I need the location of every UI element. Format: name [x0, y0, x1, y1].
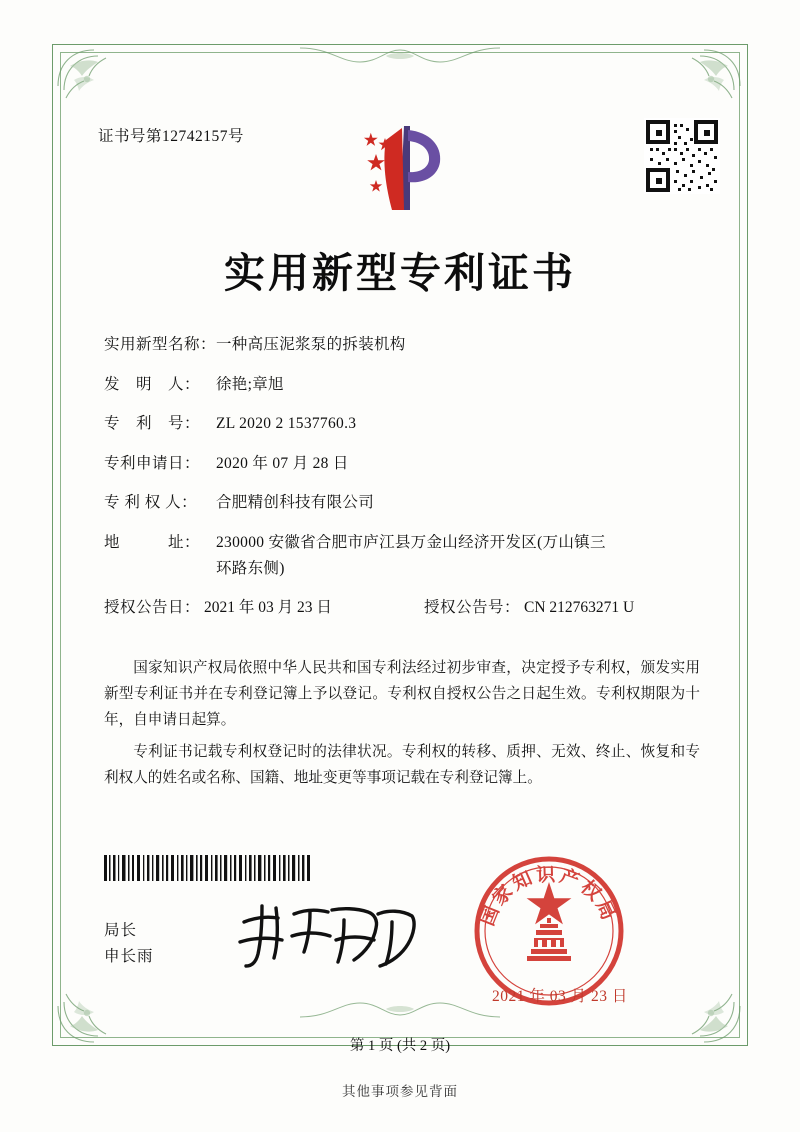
handwritten-signature-icon	[232, 896, 422, 976]
top-edge-ornament-icon	[300, 44, 500, 75]
body-text	[104, 655, 700, 797]
patent-number-value: ZL 2020 2 1537760.3	[216, 415, 357, 433]
patent-name-label: 实用新型名称：	[104, 336, 217, 353]
field-patentee	[104, 494, 704, 511]
inventor-label: 发 明 人：	[104, 375, 201, 393]
patentee-label: 专 利 权 人：	[104, 494, 198, 512]
patent-name-value: 一种高压泥浆泵的拆装机构	[216, 336, 406, 353]
page-title: 实用新型专利证书	[224, 249, 576, 297]
field-address	[104, 534, 704, 577]
grant-number-label: 授权公告号：	[424, 599, 521, 617]
barcode-icon	[104, 855, 314, 881]
cnipa-logo-icon	[352, 118, 452, 218]
address-value: 230000 安徽省合肥市庐江县万金山经济开发区(万山镇三	[216, 533, 606, 551]
inventor-value: 徐艳;章旭	[216, 375, 284, 393]
field-grant-date	[104, 599, 424, 616]
seal-date: 2021 年 03 月 23 日	[492, 988, 628, 1005]
patent-number-label: 专 利 号：	[104, 415, 201, 433]
address-value-wrap	[216, 534, 704, 577]
grant-number-value: CN 212763271 U	[524, 599, 635, 617]
director-label: 局长	[104, 922, 138, 939]
patentee-value: 合肥精创科技有限公司	[216, 494, 375, 512]
svg-text:国家知识产权局: 国家知识产权局	[476, 863, 621, 929]
director-name: 申长雨	[104, 948, 154, 965]
grant-date-label: 授权公告日：	[104, 599, 201, 617]
address-label: 地 址：	[104, 533, 201, 551]
corner-ornament-icon	[652, 954, 744, 1046]
footer-note: 其他事项参见背面	[342, 1084, 458, 1099]
grant-date-value: 2021 年 03 月 23 日	[204, 599, 332, 617]
field-inventor	[104, 376, 704, 393]
field-patent-number	[104, 415, 704, 432]
field-patent-name	[104, 336, 704, 353]
address-value-continued: 环路东侧)	[216, 559, 285, 577]
application-date-value: 2020 年 07 月 28 日	[216, 454, 349, 472]
qr-code-icon	[644, 118, 720, 194]
fields-block	[104, 336, 704, 632]
field-grant-row	[104, 599, 704, 616]
certificate-number: 证书号第12742157号	[98, 128, 245, 145]
field-application-date	[104, 455, 704, 472]
field-grant-number	[424, 599, 634, 616]
paragraph-legal-1: 国家知识产权局依照中华人民共和国专利法经过初步审查，决定授予专利权，颁发实用新型专利证书并在专利登记簿上予以登记。专利权自授权公告之日起生效。专利权期限为十年，自申请日起算。	[104, 660, 700, 728]
application-date-label: 专利申请日：	[104, 454, 201, 472]
director-signature-block	[104, 918, 154, 970]
paragraph-legal-2: 专利证书记载专利权登记时的法律状况。专利权的转移、质押、无效、终止、恢复和专利权人的姓名或名称、国籍、地址变更等事项记载在专利登记簿上。	[104, 744, 700, 786]
page-indicator: 第 1 页 (共 2 页)	[349, 1038, 451, 1054]
